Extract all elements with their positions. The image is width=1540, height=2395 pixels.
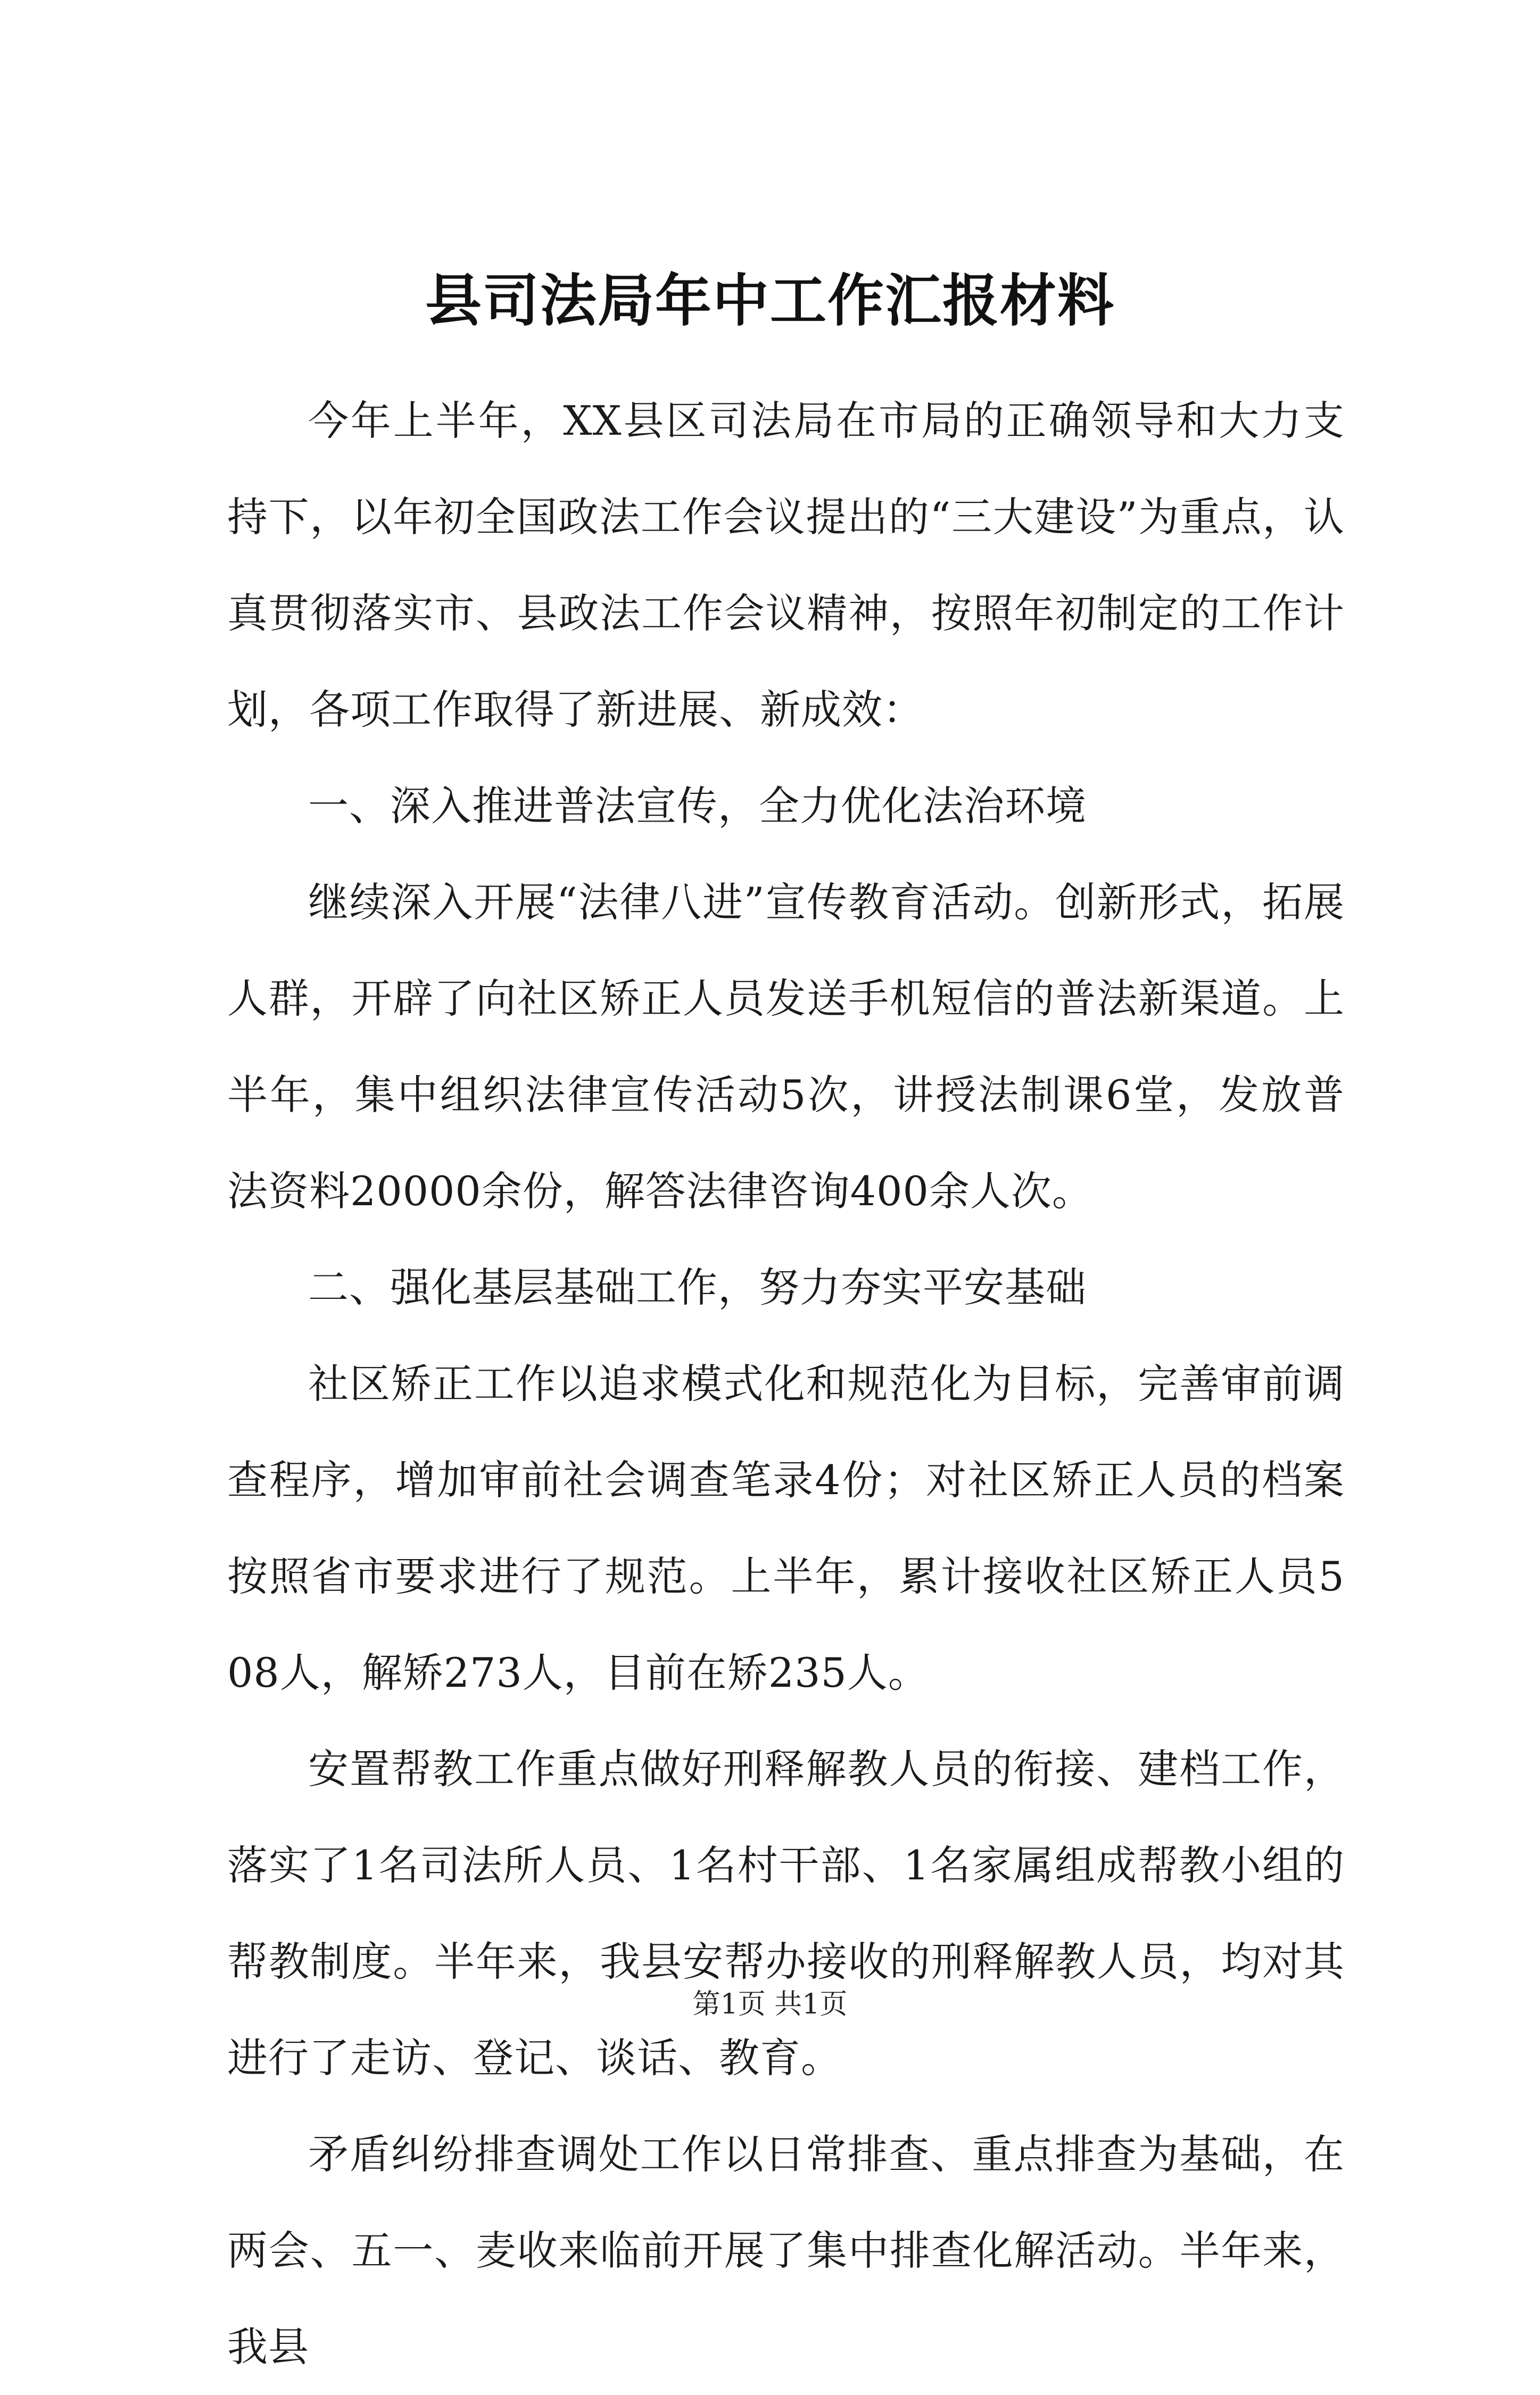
section-heading-2: 二、强化基层基础工作，努力夯实平安基础 [308, 1264, 1087, 1311]
section-heading-1: 一、深入推进普法宣传，全力优化法治环境 [308, 782, 1087, 830]
document-body [227, 372, 1345, 2395]
paragraph-dispute-mediation: 矛盾纠纷排查调处工作以日常排查、重点排查为基础，在两会、五一、麦收来临前开展了集中排查化解活动。半年来，我县 [227, 2131, 1345, 2371]
page-footer: 第1页 共1页 [692, 1988, 848, 2020]
document-title: 县司法局年中工作汇报材料 [425, 267, 1115, 334]
paragraph-legal-publicity: 继续深入开展“法律八进”宣传教育活动。创新形式，拓展人群，开辟了向社区矫正人员发送手机短信的普法新渠道。上半年，集中组织法律宣传活动5次，讲授法制课6堂，发放普法资料20000余份，解答法律咨询400余人次。 [227, 879, 1345, 1215]
intro-paragraph: 今年上半年，XX县区司法局在市局的正确领导和大力支持下，以年初全国政法工作会议提出的“三大建设”为重点，认真贯彻落实市、县政法工作会议精神，按照年初制定的工作计划，各项工作取得了新进展、新成效： [227, 397, 1345, 733]
paragraph-resettlement: 安置帮教工作重点做好刑释解教人员的衔接、建档工作，落实了1名司法所人员、1名村干部、1名家属组成帮教小组的帮教制度。半年来，我县安帮办接收的刑释解教人员，均对其进行了走访、登记、谈话、教育。 [227, 1745, 1345, 2082]
paragraph-community-correction: 社区矫正工作以追求模式化和规范化为目标，完善审前调查程序，增加审前社会调查笔录4份；对社区矫正人员的档案按照省市要求进行了规范。上半年，累计接收社区矫正人员508人，解矫273人，目前在矫235人。 [227, 1360, 1345, 1696]
